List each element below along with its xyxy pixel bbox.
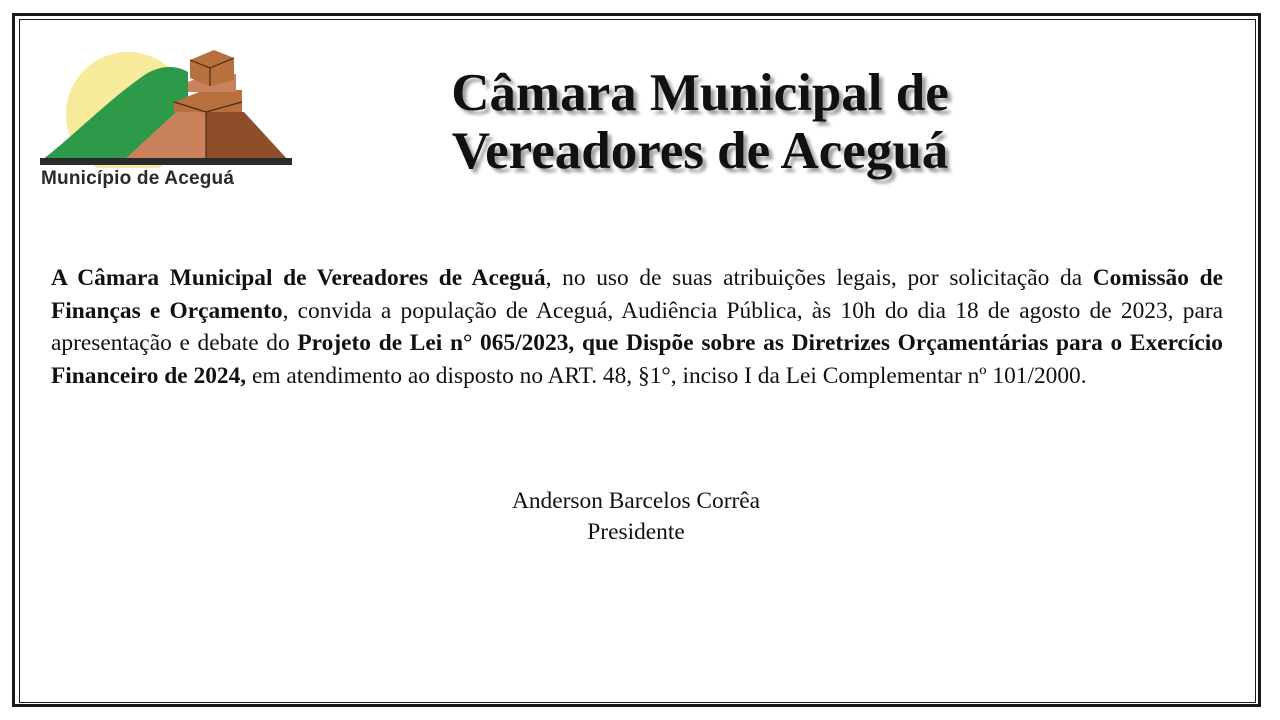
notice-text-1: , no uso de suas atribuições legais, por solicitação da xyxy=(545,265,1093,291)
logo-emblem-icon xyxy=(38,46,298,168)
municipality-logo xyxy=(38,46,298,196)
signatory-name: Anderson Barcelos Corrêa xyxy=(511,488,761,514)
title-line-2: Vereadores de Aceguá xyxy=(451,122,949,180)
signatory-role: Presidente xyxy=(587,519,685,545)
notice-text-2: , convida a população de Aceguá, Audiência Pública, às 10h do dia 18 de agosto de 2023, para apresentação e debate do xyxy=(51,297,1223,356)
title-line-1: Câmara Municipal de xyxy=(451,64,949,122)
notice-text-3: em atendimento ao disposto no ART. 48, §1°, inciso I da Lei Complementar nº 101/2000. xyxy=(246,362,1087,389)
notice-bill: Projeto de Lei n° 065/2023, que Dispõe sobre as Diretrizes Orçamentárias para o Exercício Financeiro de 2024, xyxy=(51,330,1223,389)
pyramid-right-face xyxy=(206,112,288,160)
pyramid-top-block xyxy=(190,50,234,86)
notice-paragraph xyxy=(51,262,1223,392)
notice-issuer: A Câmara Municipal de Vereadores de Aceguá xyxy=(51,265,546,291)
logo-caption: Município de Aceguá xyxy=(41,168,235,189)
signature-block xyxy=(336,486,936,548)
page-title xyxy=(380,64,1020,180)
notice-committee: Comissão de Finanças e Orçamento xyxy=(51,265,1223,324)
logo-base-bar xyxy=(40,158,292,165)
